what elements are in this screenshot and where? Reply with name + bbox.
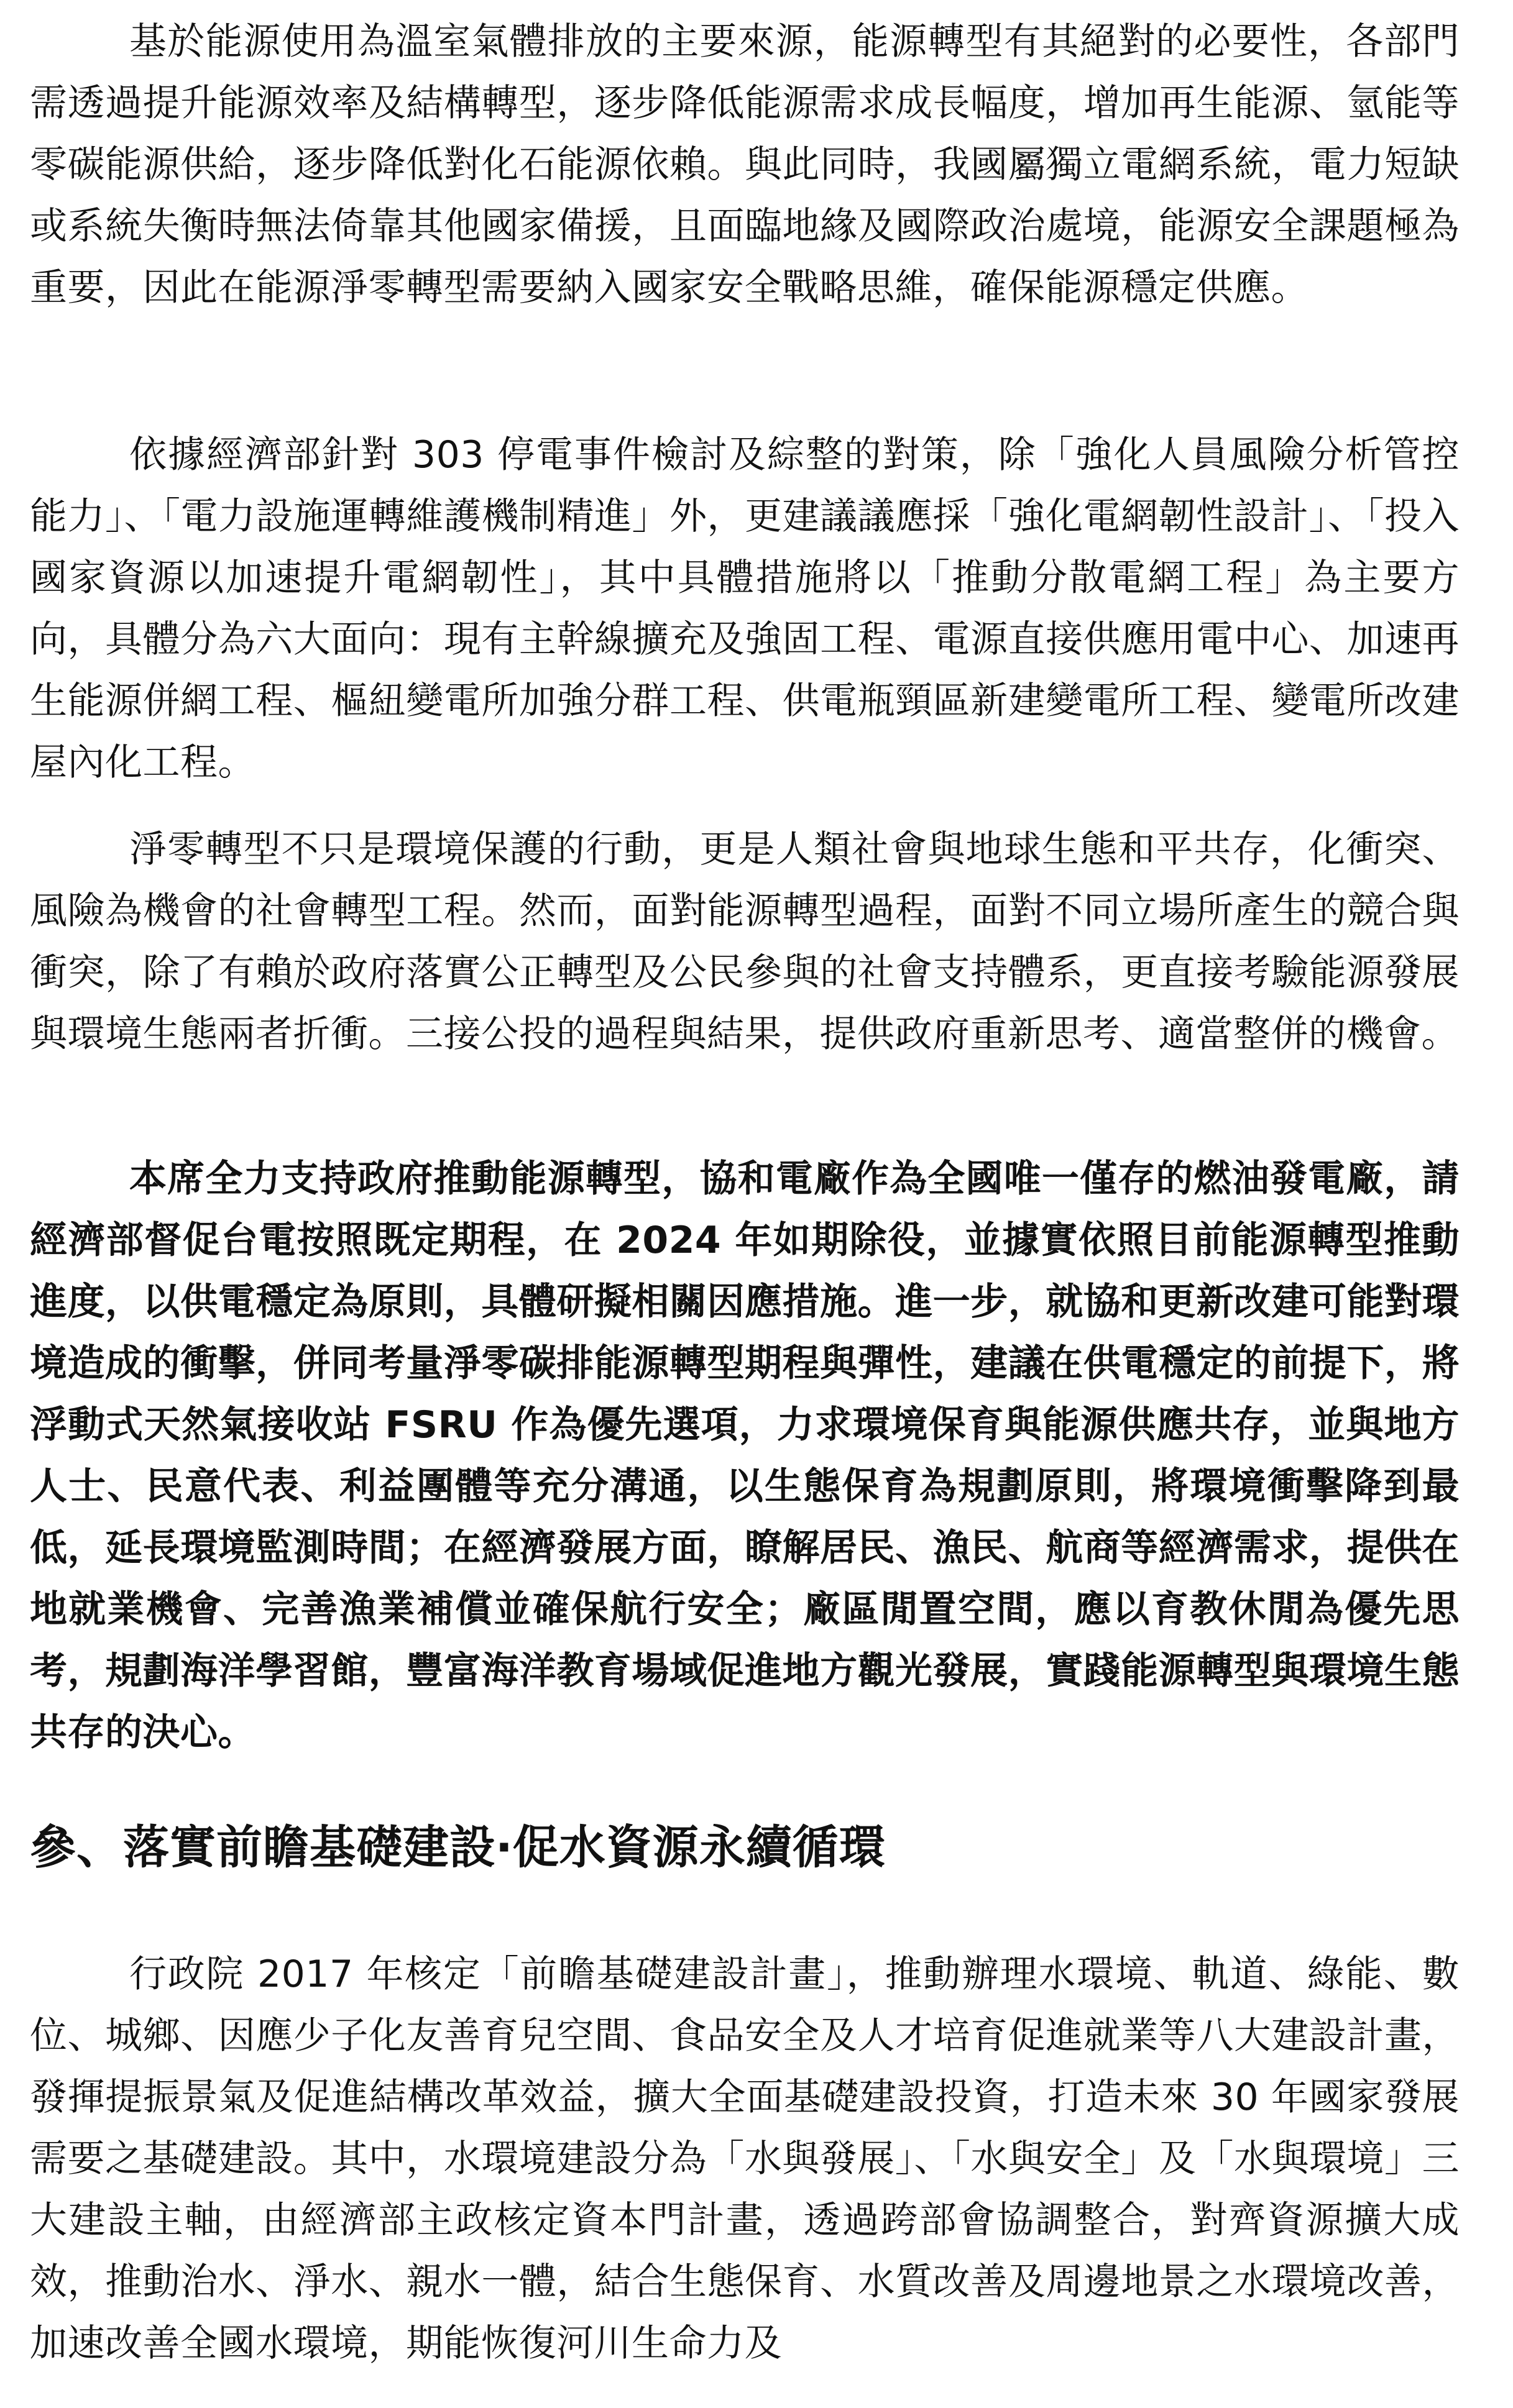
section-heading: 參、落實前瞻基礎建設‧促水資源永續循環 bbox=[30, 1821, 886, 1874]
paragraph-energy-transition: 基於能源使用為溫室氣體排放的主要來源，能源轉型有其絕對的必要性，各部門需透過提升能源效率及結構轉型，逐步降低能源需求成長幅度，增加再生能源、氫能等零碳能源供給，逐步降低對化石能源依賴。與此同時，我國屬獨立電網系統，電力短缺或系統失衡時無法倚靠其他國家備援，且面臨地緣及國際政治處境，能源安全課題極為重要，因此在能源淨零轉型需要納入國家安全戰略思維，確保能源穩定供應。 bbox=[30, 20, 1460, 309]
paragraph-hsieh-ho-plant: 本席全力支持政府推動能源轉型，協和電廠作為全國唯一僅存的燃油發電廠，請經濟部督促台電按照既定期程，在 2024 年如期除役，並據實依照目前能源轉型推動進度，以供電穩定為原則，具體研擬相關因應措施。進一步，就協和更新改建可能對環境造成的衝擊，併同考量淨零碳排能源轉型期程與彈性，建議在供電穩定的前提下，將浮動式天然氣接收站 FSRU 作為優先選項，力求環境保育與能源供應共存，並與地方人士、民意代表、利益團體等充分溝通，以生態保育為規劃原則，將環境衝擊降到最低，延長環境監測時間；在經濟發展方面，瞭解居民、漁民、航商等經濟需求，提供在地就業機會、完善漁業補償並確保航行安全；廠區閒置空間，應以育教休閒為優先思考，規劃海洋學習館，豐富海洋教育場域促進地方觀光發展，實踐能源轉型與環境生態共存的決心。 bbox=[30, 1157, 1460, 1754]
document-page bbox=[30, 11, 1460, 2397]
paragraph-forward-infrastructure: 行政院 2017 年核定「前瞻基礎建設計畫」，推動辦理水環境、軌道、綠能、數位、城鄉、因應少子化友善育兒空間、食品安全及人才培育促進就業等八大建設計畫，發揮提振景氣及促進結構改革效益，擴大全面基礎建設投資，打造未來 30 年國家發展需要之基礎建設。其中，水環境建設分為「水與發展」、「水與安全」及「水與環境」三大建設主軸，由經濟部主政核定資本門計畫，透過跨部會協調整合，對齊資源擴大成效，推動治水、淨水、親水一體，結合生態保育、水質改善及周邊地景之水環境改善，加速改善全國水環境，期能恢復河川生命力及 bbox=[30, 1952, 1460, 2365]
paragraph-net-zero: 淨零轉型不只是環境保護的行動，更是人類社會與地球生態和平共存，化衝突、風險為機會的社會轉型工程。然而，面對能源轉型過程，面對不同立場所產生的競合與衝突，除了有賴於政府落實公正轉型及公民參與的社會支持體系，更直接考驗能源發展與環境生態兩者折衝。三接公投的過程與結果，提供政府重新思考、適當整併的機會。 bbox=[30, 828, 1460, 1056]
paragraph-grid-resilience: 依據經濟部針對 303 停電事件檢討及綜整的對策，除「強化人員風險分析管控能力」、「電力設施運轉維護機制精進」外，更建議議應採「強化電網韌性設計」、「投入國家資源以加速提升電網韌性」，其中具體措施將以「推動分散電網工程」為主要方向，具體分為六大面向：現有主幹線擴充及強固工程、電源直接供應用電中心、加速再生能源併網工程、樞紐變電所加強分群工程、供電瓶頸區新建變電所工程、變電所改建屋內化工程。 bbox=[30, 433, 1460, 784]
